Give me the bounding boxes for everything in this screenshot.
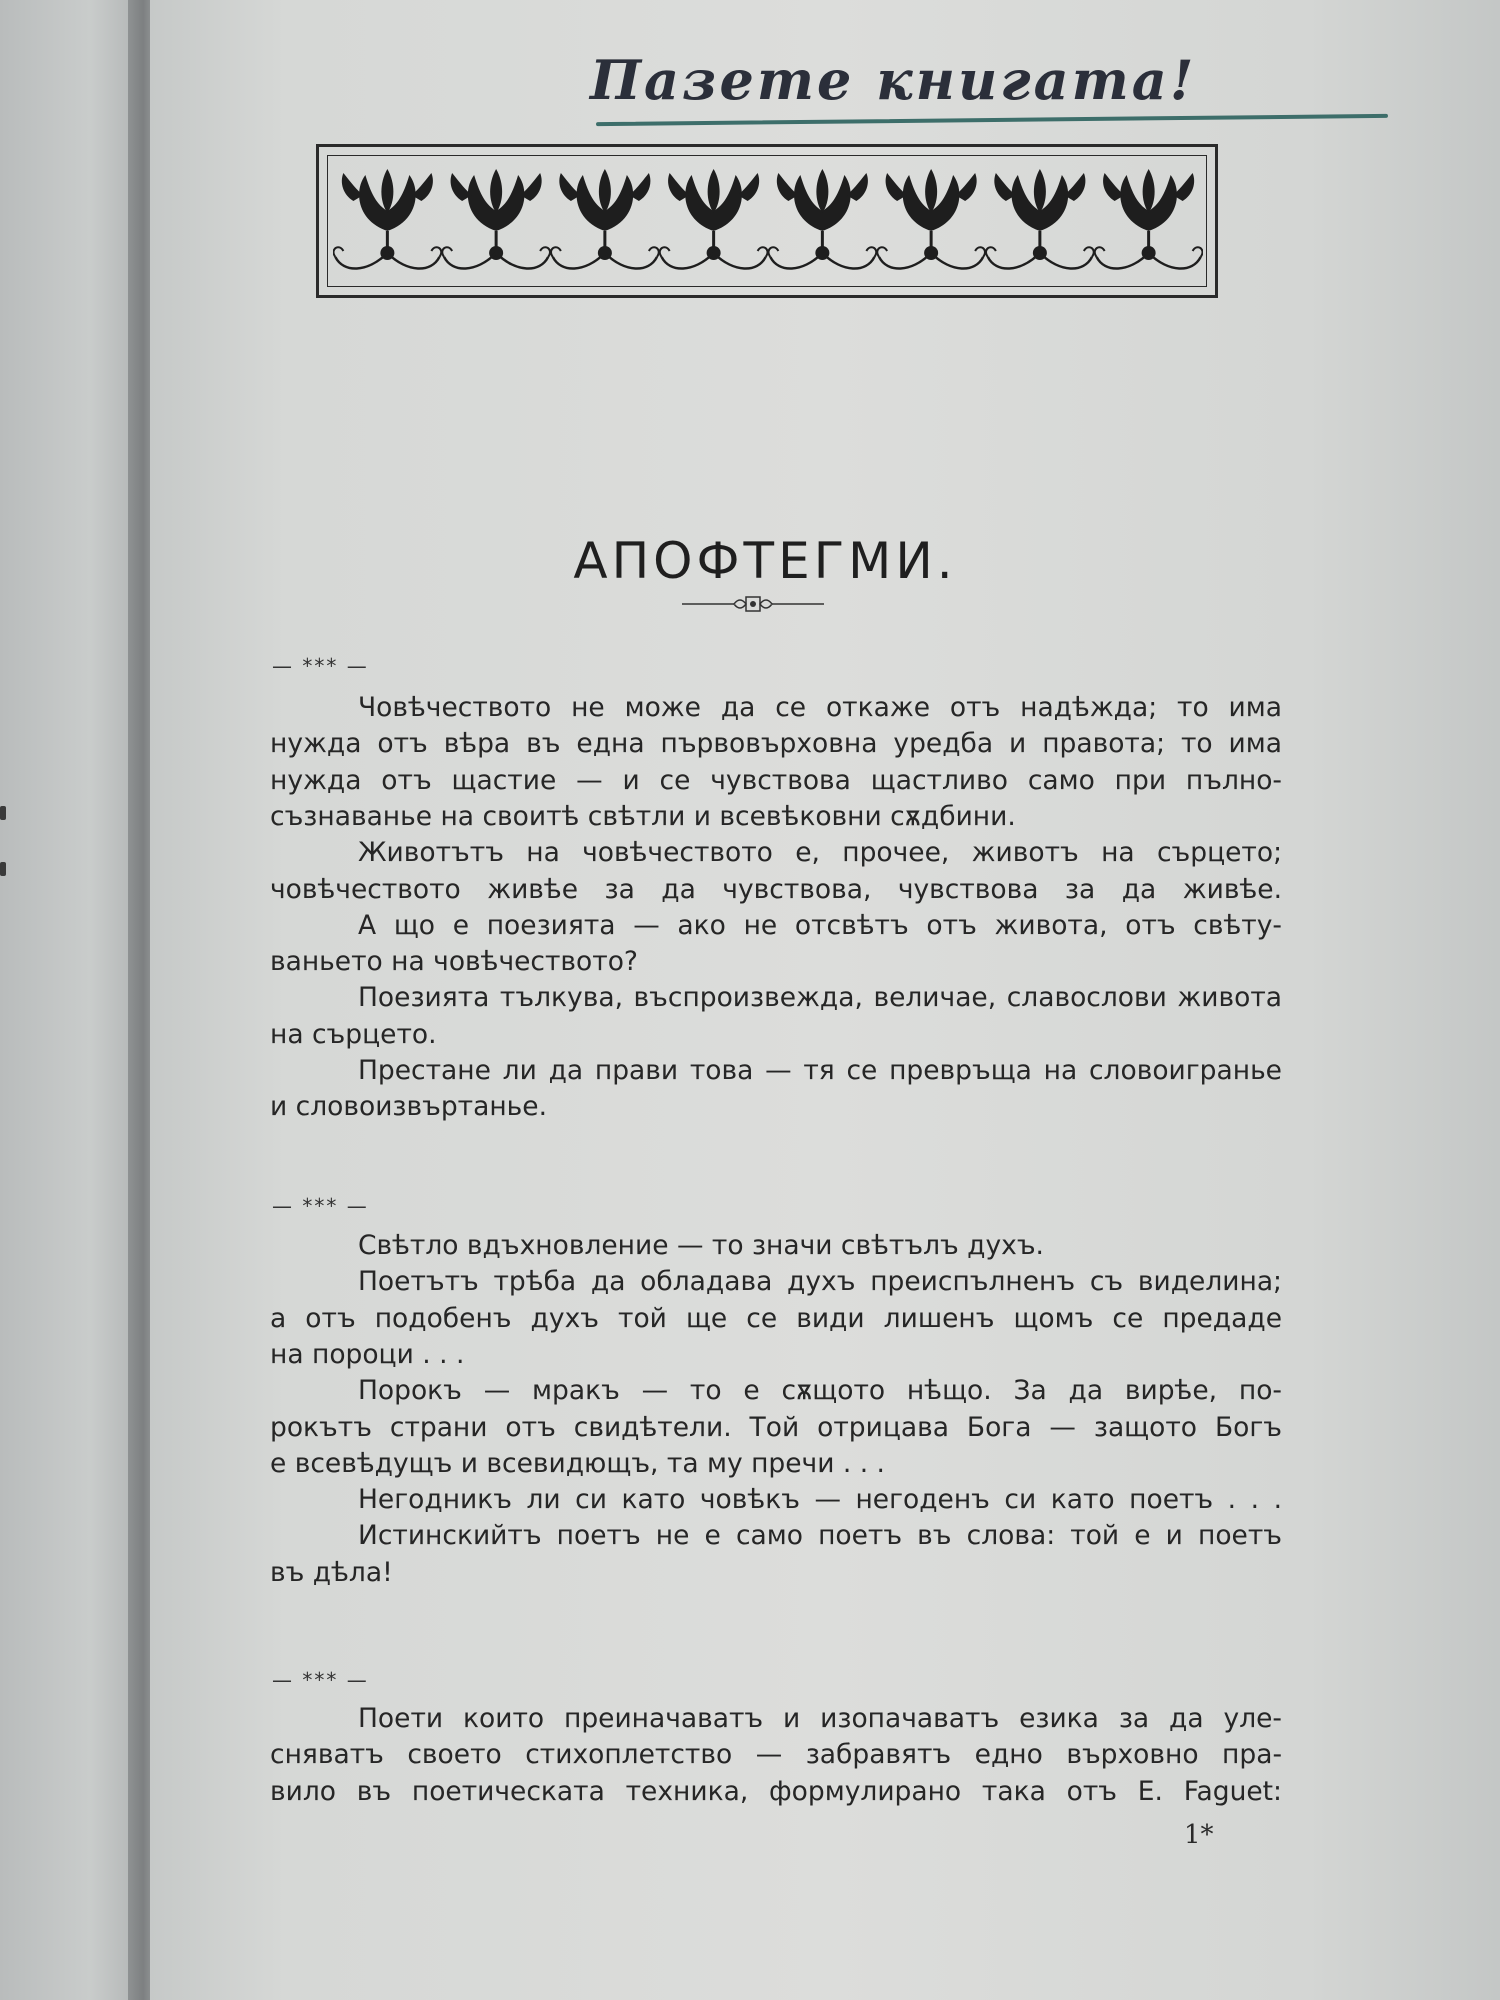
lotus-motif-icon xyxy=(551,169,659,269)
text-line: рокътъ страни отъ свидѣтели. Той отрицава Бога — защото Богъ xyxy=(270,1411,1282,1443)
text-line: Негодникъ ли си като човѣкъ — негоденъ си като поетъ . . . xyxy=(358,1484,1282,1516)
ornamental-header-band xyxy=(316,144,1218,298)
text-line: Истинскийтъ поетъ не е само поетъ въ слова: той е и поетъ xyxy=(358,1520,1282,1552)
text-line: Поети които преиначаватъ и изопачаватъ езика за да уле- xyxy=(358,1703,1282,1734)
lotus-motif-icon xyxy=(986,169,1094,269)
text-line: сняватъ своето стихоплетство — забравятъ едно върховно пра- xyxy=(270,1739,1282,1771)
text-line: Порокъ — мракъ — то е сѫщото нѣщо. За да вирѣе, по- xyxy=(358,1375,1282,1407)
lotus-motif-icon xyxy=(877,169,985,269)
page-title: АПОФТЕГМИ. xyxy=(573,531,957,590)
text-line: Свѣтло вдъхновление — то значи свѣтълъ духъ. xyxy=(358,1230,1044,1261)
text-line: а отъ подобенъ духъ той ще се види лишенъ щомъ се предаде xyxy=(270,1302,1282,1334)
text-line: Животътъ на човѣчеството е, прочее, животъ на сърцето; xyxy=(358,837,1282,869)
text-line: съзнаванье на своитѣ свѣтли и всевѣковни сѫдбини. xyxy=(270,800,1016,832)
section-divider: — *** — xyxy=(272,654,369,678)
text-line: вило въ поетическата техника, формулирано така отъ E. Faguet: xyxy=(270,1775,1282,1807)
text-line: и словоизвъртанье. xyxy=(270,1091,548,1123)
lotus-motif-icon xyxy=(1095,169,1203,269)
text-line: човѣчеството живѣе за да чувствова, чувствова за да живѣе. xyxy=(270,873,1282,905)
text-line: на сърцето. xyxy=(270,1018,437,1050)
lotus-frieze-icon xyxy=(333,161,1203,285)
lotus-motif-icon xyxy=(442,169,550,269)
section-divider: — *** — xyxy=(272,1194,369,1218)
lotus-motif-icon xyxy=(334,169,442,269)
lotus-motif-icon xyxy=(660,169,768,269)
section-divider: — *** — xyxy=(272,1668,369,1692)
text-line: Поетътъ трѣба да обладава духъ преиспълненъ съ виделина; xyxy=(358,1266,1282,1298)
text-line: нужда отъ вѣра въ една първовърховна уредба и правота; то има xyxy=(270,728,1282,760)
lotus-motif-icon xyxy=(769,169,877,269)
text-line: въ дѣла! xyxy=(270,1556,393,1588)
handwritten-note: Пазете книгата! xyxy=(590,48,1197,112)
text-line: Човѣчеството не може да се откаже отъ надѣжда; то има xyxy=(358,692,1282,723)
title-divider-icon xyxy=(682,592,824,616)
text-line: А що е поезията — ако не отсвѣтъ отъ живота, отъ свѣту- xyxy=(358,909,1282,941)
previous-page-mark xyxy=(0,806,6,820)
page-number: 1* xyxy=(1184,1820,1214,1850)
text-line: е всевѣдущъ и всевидющъ, та му пречи . . . xyxy=(270,1447,885,1479)
text-line: на пороци . . . xyxy=(270,1338,465,1370)
text-line: Престане ли да прави това — тя се превръща на словоигранье xyxy=(358,1055,1282,1086)
text-line: нужда отъ щастие — и се чувствова щастливо само при пълно- xyxy=(270,764,1282,796)
text-line: ваньето на човѣчеството? xyxy=(270,946,638,978)
previous-page-mark xyxy=(0,862,6,876)
text-line: Поезията тълкува, въспроизвежда, величае, славослови живота xyxy=(358,982,1282,1014)
